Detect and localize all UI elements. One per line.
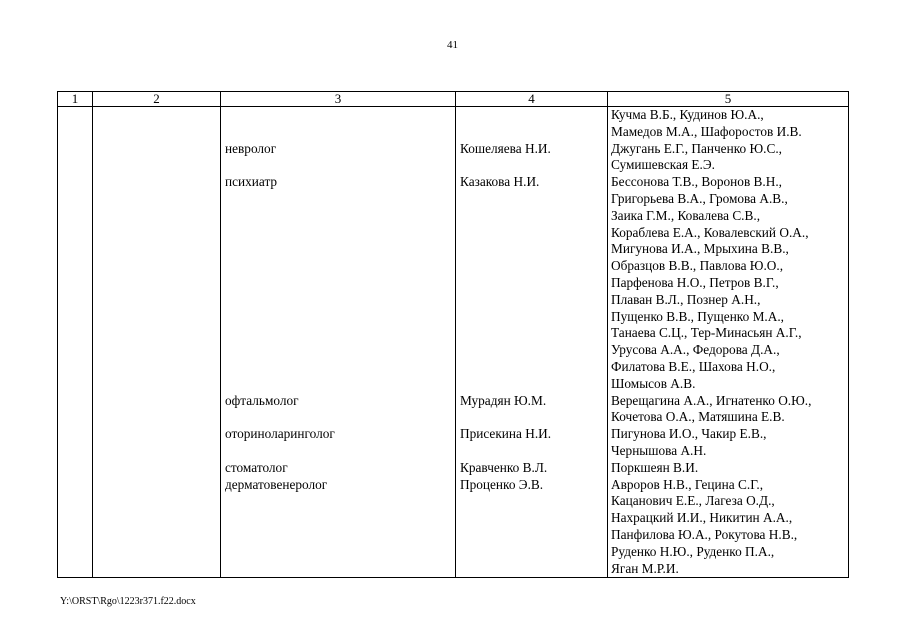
header-col-3: 3 [221,92,456,107]
member-names-line: Плаван В.Л., Познер А.Н., [611,291,761,307]
header-col-1: 1 [58,92,93,107]
chief-specialist-line [456,443,607,460]
member-names-line: Урусова А.А., Федорова Д.А., [611,342,780,358]
table-header-row [58,92,849,107]
member-names-line: Поркшеян В.И. [611,459,699,475]
member-names-line: Парфенова Н.О., Петров В.Г., [611,274,779,290]
chief-specialist-line [456,325,607,342]
member-names-line: Филатова В.Е., Шахова Н.О., [611,358,776,374]
chief-specialist-line [456,241,607,258]
cell-col-4-chief [456,107,608,578]
chief-specialist-line: Кошеляева Н.И. [460,140,551,156]
chief-specialist-line [456,309,607,326]
specialty-line [221,208,455,225]
member-names-line: Григорьева В.А., Громова А.В., [611,190,788,206]
chief-specialist-line [456,342,607,359]
chief-specialist-line [456,157,607,174]
member-names-line: Пигунова И.О., Чакир Е.В., [611,426,767,442]
specialty-line: офтальмолог [225,392,299,408]
specialty-line: психиатр [225,174,278,190]
chief-specialist-line: Кравченко В.Л. [460,459,548,475]
chief-specialist-line [456,225,607,242]
member-names-line: Верещагина А.А., Игнатенко О.Ю., [611,392,812,408]
member-names-line: Нахрацкий И.И., Никитин А.А., [611,510,793,526]
header-col-2: 2 [93,92,221,107]
specialty-line: стоматолог [225,459,288,475]
specialty-line [221,292,455,309]
specialty-line [221,157,455,174]
specialty-line [221,225,455,242]
chief-specialist-line [456,258,607,275]
specialty-line [221,443,455,460]
header-col-5: 5 [608,92,849,107]
chief-specialist-line: Присекина Н.И. [460,426,552,442]
chief-specialist-line: Казакова Н.И. [460,174,540,190]
header-col-4: 4 [456,92,608,107]
member-names-line: Кочетова О.А., Матяшина Е.В. [611,409,785,425]
specialty-line [221,241,455,258]
member-names-line: Руденко Н.Ю., Руденко П.А., [611,543,775,559]
member-names-line: Панфилова Ю.А., Рокутова Н.В., [611,526,798,542]
chief-specialist-line [456,107,607,124]
cell-col-2 [93,107,221,578]
chief-specialist-line [456,124,607,141]
specialty-line [221,258,455,275]
member-names-line: Бессонова Т.В., Воронов В.Н., [611,174,782,190]
member-names-line: Авроров Н.В., Гецина С.Г., [611,476,764,492]
member-names-line: Кучма В.Б., Кудинов Ю.А., [611,107,764,122]
chief-specialist-line [456,208,607,225]
member-names-line: Образцов В.В., Павлова Ю.О., [611,258,784,274]
member-names-line: Мамедов М.А., Шафоростов И.В. [611,123,802,139]
member-names-line: Пущенко В.В., Пущенко М.А., [611,308,784,324]
member-names-line: Кацанович Е.Е., Лагеза О.Д., [611,493,775,509]
cell-col-5-members [608,107,849,578]
member-names-line: Заика Г.М., Ковалева С.В., [611,207,761,223]
specialty-line: дерматовенеролог [225,476,328,492]
specialty-line [221,275,455,292]
member-names-line: Шомысов А.В. [611,375,696,391]
cell-col-3-specialty [221,107,456,578]
chief-specialist-line [456,359,607,376]
specialty-line [221,409,455,426]
member-names-line: Сумишевская Е.Э. [611,157,715,173]
chief-specialist-line [456,191,607,208]
chief-specialist-line: Проценко Э.В. [460,476,544,492]
specialty-line: оториноларинголог [225,426,335,442]
specialty-line [221,376,455,393]
member-names-line: Танаева С.Ц., Тер-Минасьян А.Г., [611,325,802,341]
chief-specialist-line [456,292,607,309]
specialty-line [221,124,455,141]
chief-specialist-line [456,275,607,292]
footer-file-path: Y:\ORST\Rgo\1223r371.f22.docx [60,596,196,607]
specialty-line [221,342,455,359]
member-names-line: Кораблева Е.А., Ковалевский О.А., [611,224,809,240]
specialty-line [221,359,455,376]
member-names-line: Яган М.Р.И. [611,560,679,576]
specialty-line [221,191,455,208]
chief-specialist-line [456,409,607,426]
member-names-line: Мигунова И.А., Мрыхина В.В., [611,241,789,257]
specialty-line [221,309,455,326]
member-names-line: Чернышова А.Н. [611,442,707,458]
specialty-line [221,325,455,342]
specialty-line [221,107,455,124]
specialty-line: невролог [225,140,277,156]
cell-col-1 [58,107,93,578]
chief-specialist-line: Мурадян Ю.М. [460,392,547,408]
member-names-line: Джугань Е.Г., Панченко Ю.С., [611,140,782,156]
chief-specialist-line [456,376,607,393]
specialists-table [57,91,849,578]
page-number: 41 [447,39,458,51]
table-row [58,107,849,578]
